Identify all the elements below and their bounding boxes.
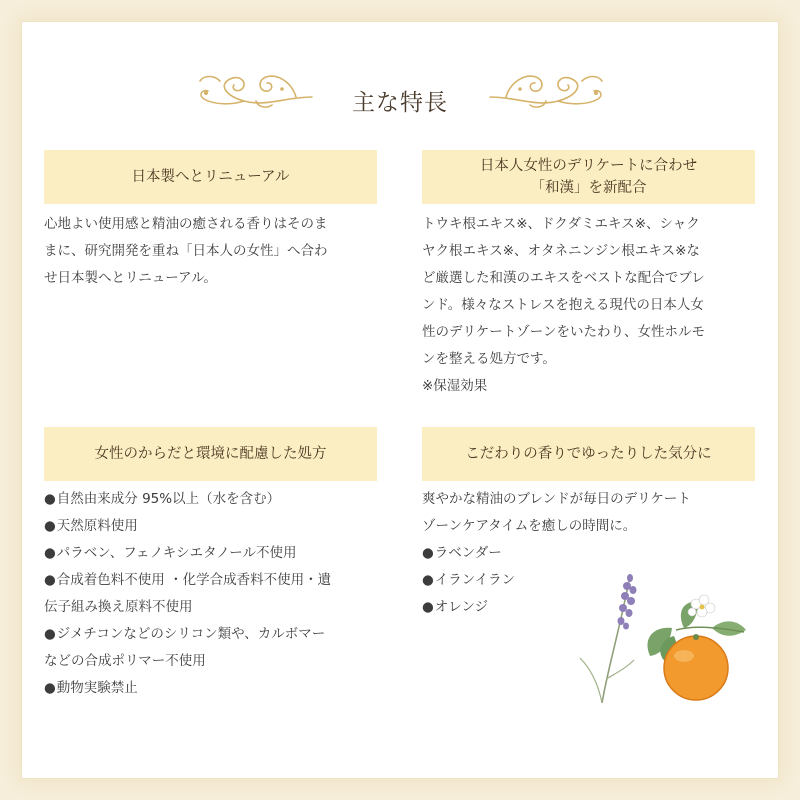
list-item: ●オレンジ [422, 599, 489, 615]
list-item: ●自然由来成分 95%以上（水を含む） [44, 491, 281, 507]
bullet: ● [422, 545, 434, 561]
list-item: ●動物実験禁止 [44, 680, 138, 696]
feature-heading-formula [44, 427, 377, 481]
list-item: ●ジメチコンなどのシリコン類や、カルボマー [44, 626, 326, 642]
feature-heading-text: 「和漢」を新配合 [530, 180, 647, 196]
body-line: 心地よい使用感と精油の癒される香りはそのま [44, 216, 328, 232]
list-item: ●パラベン、フェノキシエタノール不使用 [44, 545, 297, 561]
feature-body-wakan [422, 211, 772, 400]
list-item: ●ラベンダー [422, 545, 502, 561]
lavender-orange-illustration [572, 568, 752, 708]
feature-heading-text: 女性のからだと環境に配慮した処方 [94, 446, 327, 462]
bullet: ● [44, 491, 56, 507]
bullet: ● [44, 545, 56, 561]
bullet: ● [422, 572, 434, 588]
list-item-continued: などの合成ポリマー不使用 [44, 653, 206, 669]
feature-heading-wakan [422, 150, 755, 204]
feature-heading-text: こだわりの香りでゆったりした気分に [465, 446, 712, 462]
body-line: ゾーンケアタイムを癒しの時間に。 [422, 518, 637, 534]
feature-heading-fragrance [422, 427, 755, 481]
body-line: トウキ根エキス※、ドクダミエキス※、シャク [422, 216, 700, 232]
body-line: ど厳選した和漢のエキスをベストな配合でブレ [422, 270, 705, 286]
feature-heading-text: 日本人女性のデリケートに合わせ [479, 158, 698, 174]
list-item: ●イランイラン [422, 572, 516, 588]
body-line: 性のデリケートゾーンをいたわり、女性ホルモ [422, 324, 705, 340]
body-line: 爽やかな精油のブレンドが毎日のデリケート [422, 491, 691, 507]
title-row [0, 62, 800, 122]
list-item: ●天然原料使用 [44, 518, 138, 534]
body-line: せ日本製へとリニューアル。 [44, 270, 217, 286]
bullet: ● [44, 572, 56, 588]
body-line: ンド。様々なストレスを抱える現代の日本人女 [422, 297, 704, 313]
bullet: ● [422, 599, 434, 615]
bullet: ● [44, 518, 56, 534]
page-title: 主な特長 [352, 90, 448, 116]
feature-heading-text: 日本製へとリニューアル [131, 169, 290, 185]
body-line: ヤク根エキス※、オタネニンジン根エキス※な [422, 243, 700, 259]
list-item-continued: 伝子組み換え原料不使用 [44, 599, 193, 615]
bullet: ● [44, 626, 56, 642]
feature-body-renewal [44, 211, 384, 292]
body-line: まに、研究開発を重ね「日本人の女性」へ合わ [44, 243, 328, 259]
list-item: ●合成着色料不使用 ・化学合成香料不使用・遺 [44, 572, 332, 588]
feature-heading-renewal [44, 150, 377, 204]
feature-list-formula [44, 486, 384, 702]
body-line: ンを整える処方です。 [422, 351, 556, 367]
bullet: ● [44, 680, 56, 696]
footnote: ※保湿効果 [422, 378, 488, 394]
ornament-scroll-right-icon [488, 67, 606, 111]
